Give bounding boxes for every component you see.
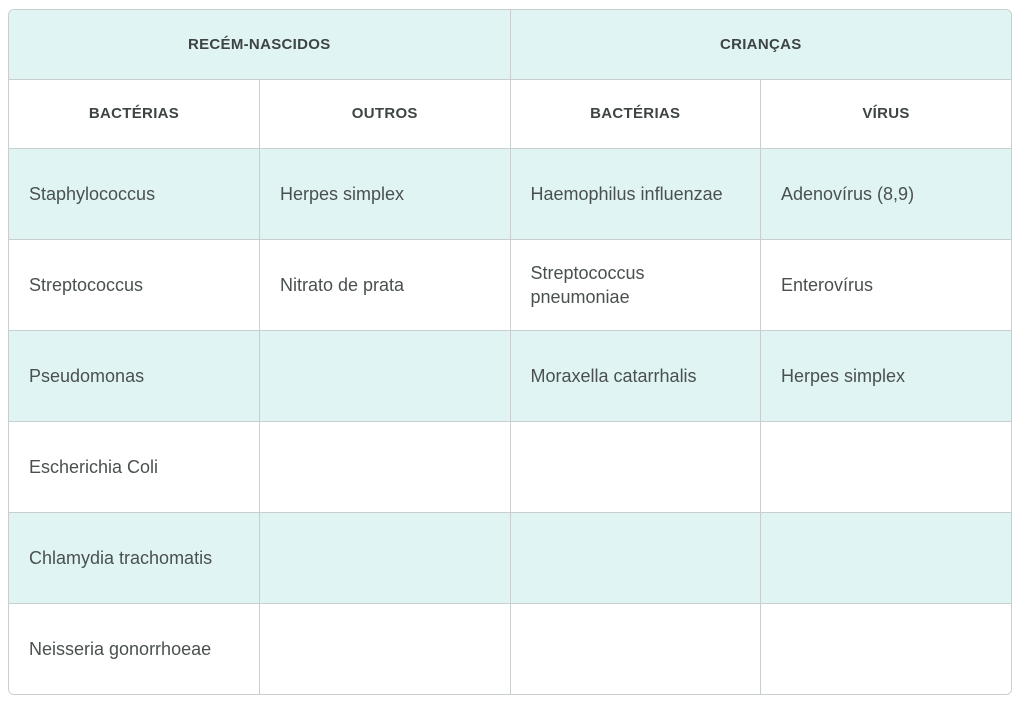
table-cell: Haemophilus influenzae (510, 148, 761, 239)
group-header-row (9, 10, 1011, 79)
table-cell (510, 512, 761, 603)
column-header-newborn-bacteria: BACTÉRIAS (9, 79, 260, 148)
table-cell (510, 421, 761, 512)
table-cell: Pseudomonas (9, 330, 260, 421)
table-cell: Neisseria gonorrhoeae (9, 603, 260, 694)
table-cell: Enterovírus (761, 239, 1012, 330)
table-cell: Herpes simplex (260, 148, 511, 239)
table-cell (260, 421, 511, 512)
table-row (9, 603, 1011, 694)
column-header-children-virus: VÍRUS (761, 79, 1012, 148)
table-row (9, 239, 1011, 330)
table-cell (510, 603, 761, 694)
table-cell (761, 603, 1012, 694)
table-cell: Herpes simplex (761, 330, 1012, 421)
table-cell: Streptococcus pneumoniae (510, 239, 761, 330)
table-cell: Escherichia Coli (9, 421, 260, 512)
pathogen-table (9, 10, 1011, 694)
table-row (9, 421, 1011, 512)
table-cell (761, 512, 1012, 603)
column-header-children-bacteria: BACTÉRIAS (510, 79, 761, 148)
column-header-newborn-others: OUTROS (260, 79, 511, 148)
table-cell (260, 512, 511, 603)
table-cell: Staphylococcus (9, 148, 260, 239)
table-cell: Moraxella catarrhalis (510, 330, 761, 421)
column-header-row (9, 79, 1011, 148)
table-cell (761, 421, 1012, 512)
table-row (9, 330, 1011, 421)
table-cell: Streptococcus (9, 239, 260, 330)
table-cell: Chlamydia trachomatis (9, 512, 260, 603)
table-row (9, 512, 1011, 603)
table-row (9, 148, 1011, 239)
pathogen-table-container (8, 9, 1012, 695)
group-header-children: CRIANÇAS (510, 10, 1011, 79)
table-cell: Nitrato de prata (260, 239, 511, 330)
table-cell (260, 603, 511, 694)
group-header-newborns: RECÉM-NASCIDOS (9, 10, 510, 79)
table-cell: Adenovírus (8,9) (761, 148, 1012, 239)
table-cell (260, 330, 511, 421)
